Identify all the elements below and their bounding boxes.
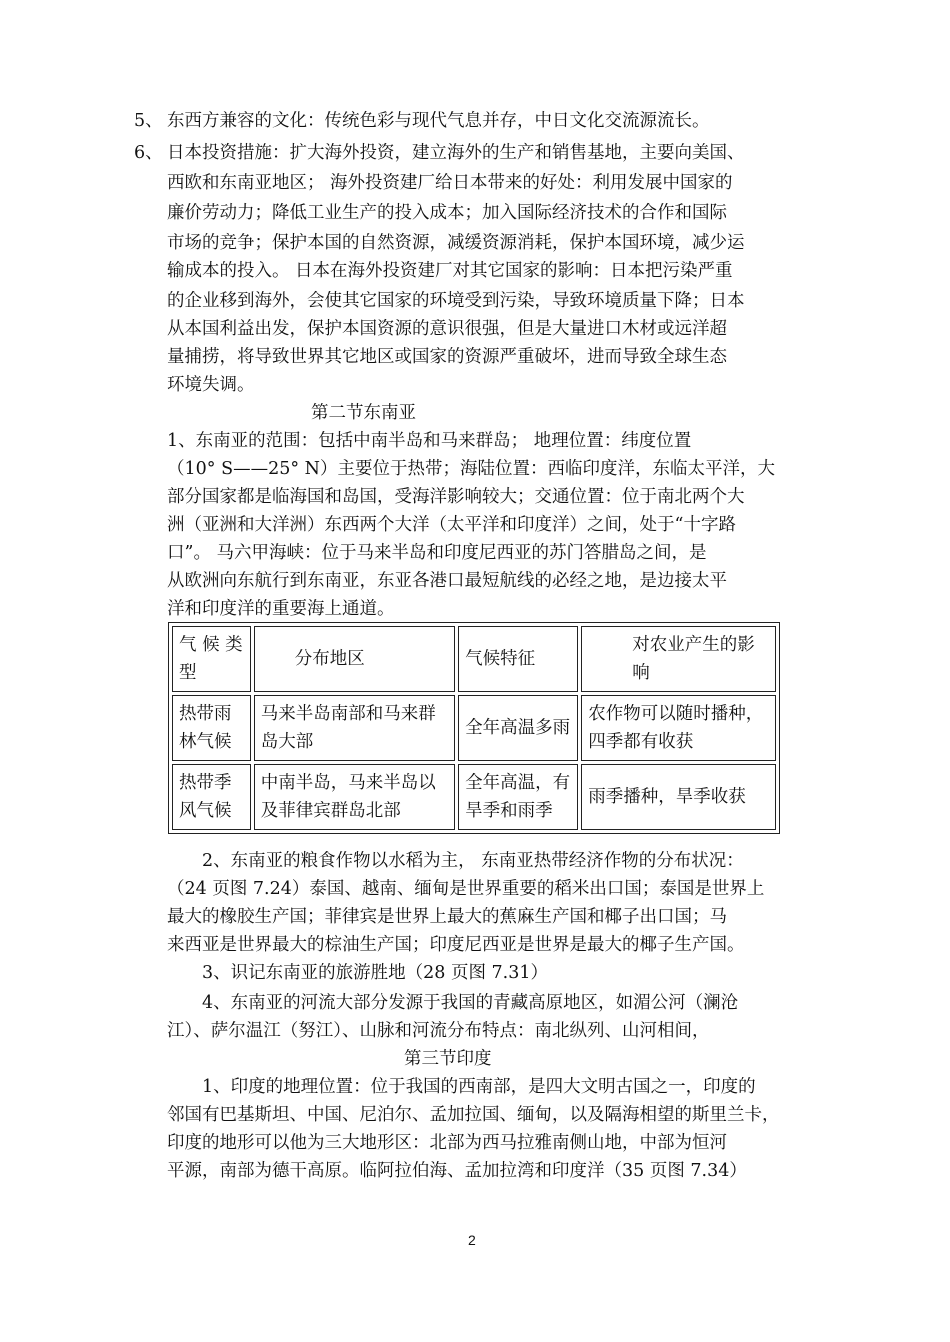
section3-para1-line: 1、印度的地理位置：位于我国的西南部，是四大文明古国之一，印度的	[202, 1077, 756, 1097]
item-6-line: 日本投资措施：扩大海外投资，建立海外的生产和销售基地，主要向美国、	[167, 143, 745, 163]
table-cell: 农作物可以随时播种，四季都有收获	[581, 695, 776, 761]
table-cell: 热带季风气候	[172, 764, 251, 830]
table-row	[172, 764, 776, 830]
section3-para1-line: 平源，南部为德干高原。临阿拉伯海、孟加拉湾和印度洋（35 页图 7.34）	[167, 1161, 747, 1181]
section3-para1-line: 印度的地形可以他为三大地形区：北部为西马拉雅南侧山地，中部为恒河	[167, 1133, 727, 1153]
item-6-line: 廉价劳动力；降低工业生产的投入成本；加入国际经济技术的合作和国际	[167, 203, 727, 223]
table-cell: 全年高温，有旱季和雨季	[458, 764, 578, 830]
item-number-6: 6、	[134, 143, 163, 163]
section2-para1-line: 洋和印度洋的重要海上通道。	[167, 599, 395, 619]
table-cell: 马来半岛南部和马来群岛大部	[254, 695, 455, 761]
item-6-line: 量捕捞，将导致世界其它地区或国家的资源严重破坏，进而导致全球生态	[167, 347, 727, 367]
section2-para4-line: 江）、萨尔温江（努江）、山脉和河流分布特点：南北纵列、山河相间，	[167, 1021, 710, 1041]
table-cell: 中南半岛，马来半岛以及菲律宾群岛北部	[254, 764, 455, 830]
section2-para2-line: 来西亚是世界最大的棕油生产国；印度尼西亚是世界是最大的椰子生产国。	[167, 935, 745, 955]
item-6-line: 从本国利益出发，保护本国资源的意识很强，但是大量进口木材或远洋超	[167, 319, 727, 339]
section2-para2-line: （24 页图 7.24）泰国、越南、缅甸是世界重要的稻米出口国；泰国是世界上	[167, 879, 765, 899]
item-5-text: 东西方兼容的文化：传统色彩与现代气息并存，中日文化交流源流长。	[167, 111, 710, 131]
table-header-row	[172, 626, 776, 692]
climate-table	[168, 622, 780, 834]
section2-para1-line: 部分国家都是临海国和岛国，受海洋影响较大；交通位置：位于南北两个大	[167, 487, 745, 507]
item-6-line: 西欧和东南亚地区； 海外投资建厂给日本带来的好处：利用发展中国家的	[167, 173, 733, 193]
item-6-line: 输成本的投入。 日本在海外投资建厂对其它国家的影响：日本把污染严重	[167, 261, 733, 281]
section2-para1-line: 从欧洲向东航行到东南亚，东亚各港口最短航线的必经之地，是边接太平	[167, 571, 727, 591]
table-header-cell: 气候特征	[458, 626, 578, 692]
section-title-southeast-asia: 第二节东南亚	[311, 403, 416, 423]
table-header-cell: 分布地区	[254, 626, 455, 692]
item-6-line: 的企业移到海外，会使其它国家的环境受到污染，导致环境质量下降；日本	[167, 291, 745, 311]
section2-para4-line: 4、东南亚的河流大部分发源于我国的青藏高原地区，如湄公河（澜沧	[202, 993, 739, 1013]
table-header-cell: 气 候 类 型	[172, 626, 251, 692]
item-number-5: 5、	[134, 111, 163, 131]
table-row	[172, 695, 776, 761]
table-cell: 热带雨林气候	[172, 695, 251, 761]
section2-para3: 3、识记东南亚的旅游胜地（28 页图 7.31）	[202, 963, 548, 983]
item-6-line: 环境失调。	[167, 375, 255, 395]
section-title-india: 第三节印度	[404, 1049, 492, 1069]
table-cell: 雨季播种，旱季收获	[581, 764, 776, 830]
section2-para1-line: 1、东南亚的范围：包括中南半岛和马来群岛； 地理位置：纬度位置	[167, 431, 692, 451]
section2-para2-line: 最大的橡胶生产国；菲律宾是世界上最大的蕉麻生产国和椰子出口国；马	[167, 907, 727, 927]
section3-para1-line: 邻国有巴基斯坦、中国、尼泊尔、孟加拉国、缅甸，以及隔海相望的斯里兰卡，	[167, 1105, 780, 1125]
item-6-line: 市场的竞争；保护本国的自然资源，减缓资源消耗，保护本国环境，减少运	[167, 233, 745, 253]
section2-para2-line: 2、东南亚的粮食作物以水稻为主， 东南亚热带经济作物的分布状况：	[202, 851, 744, 871]
section2-para1-line: 口”。 马六甲海峡：位于马来半岛和印度尼西亚的苏门答腊岛之间，是	[167, 543, 707, 563]
section2-para1-line: （10° S——25° N）主要位于热带；海陆位置：西临印度洋，东临太平洋，大	[167, 459, 775, 479]
table-cell: 全年高温多雨	[458, 695, 578, 761]
section2-para1-line: 洲（亚洲和大洋洲）东西两个大洋（太平洋和印度洋）之间，处于“十字路	[167, 515, 736, 535]
page-number: 2	[468, 1232, 476, 1248]
table-header-cell: 对农业产生的影响	[581, 626, 776, 692]
